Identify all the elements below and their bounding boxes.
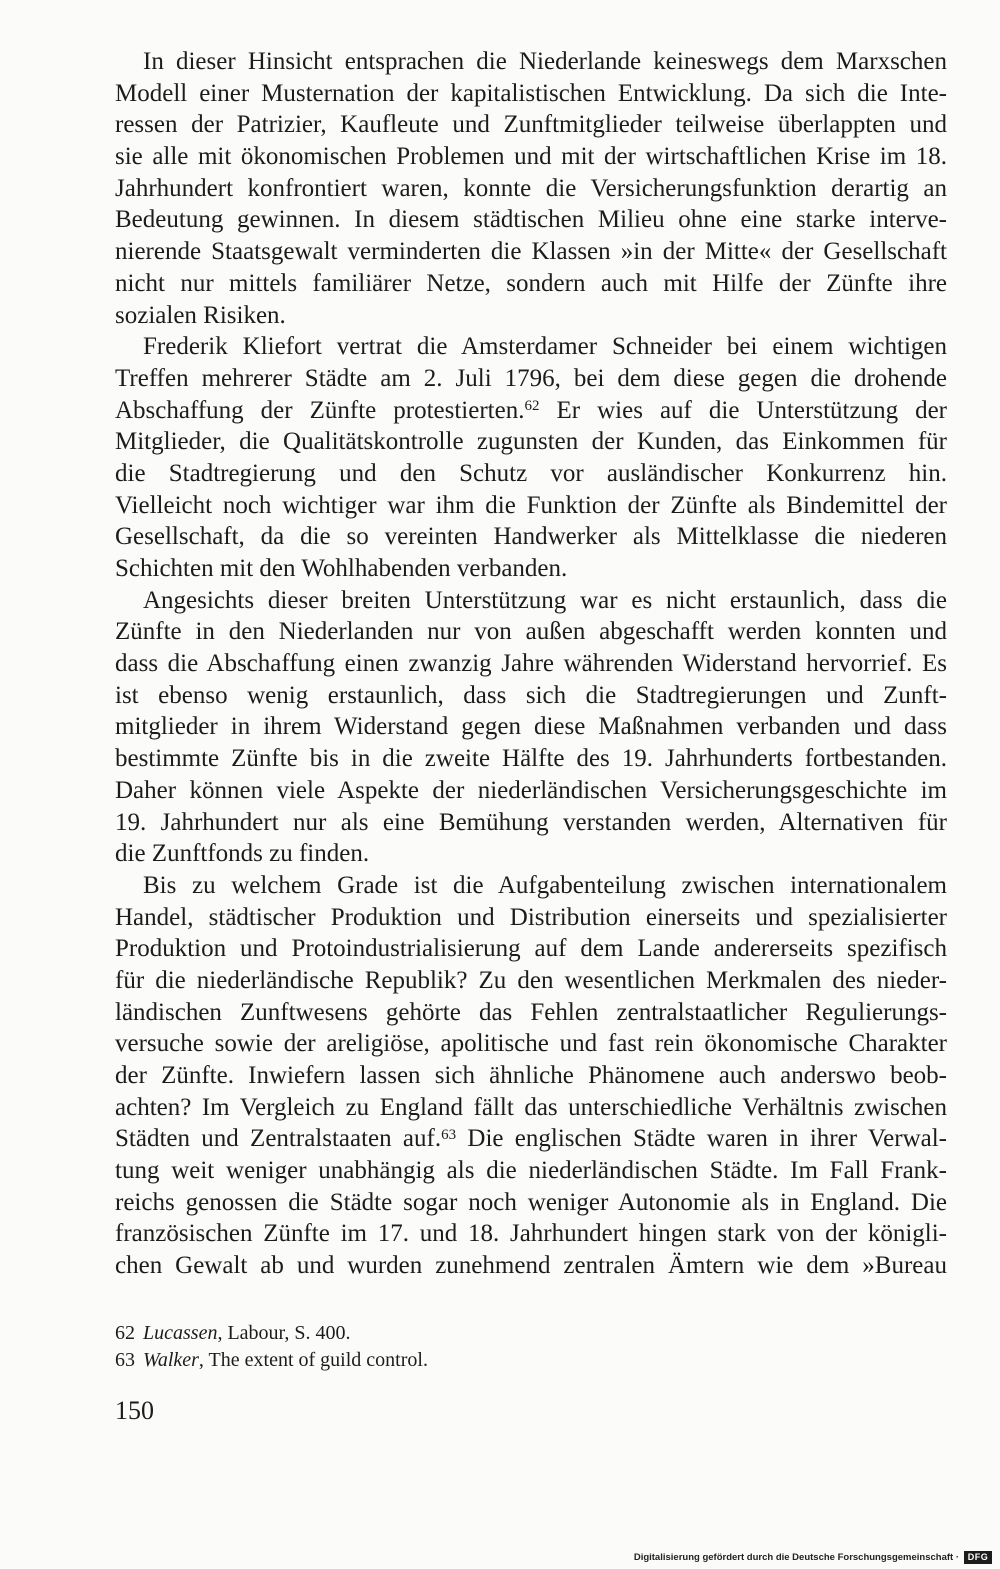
- text-line: Vielleicht noch wichtiger war ihm die Funktion der Zünfte als Bindemittel der: [115, 491, 947, 519]
- paragraph: [115, 331, 947, 585]
- text-line: ländischen Zunftwesens gehörte das Fehlen zentralstaatlicher Regulierungs-: [115, 998, 947, 1026]
- text-line: Daher können viele Aspekte der niederländischen Versicherungsgeschichte im: [115, 776, 947, 804]
- text-line: Schichten mit den Wohlhabenden verbanden.: [115, 555, 568, 582]
- text-line: Handel, städtischer Produktion und Distribution einerseits und spezialisierter: [115, 903, 947, 931]
- footnotes: [115, 1320, 947, 1374]
- footnote-text: , Labour, S. 400.: [217, 1322, 351, 1344]
- text-line: reichs genossen die Städte sogar noch weniger Autonomie als in England. Die: [115, 1188, 947, 1216]
- footnote-number: 63: [115, 1349, 135, 1371]
- text-line: versuche sowie der areligiöse, apolitische und fast rein ökonomische Charakter: [115, 1030, 947, 1058]
- text-line: nicht nur mittels familiärer Netze, sondern auch mit Hilfe der Zünfte ihre: [115, 269, 947, 297]
- text-line: ressen der Patrizier, Kaufleute und Zunftmitglieder teilweise überlappten und: [115, 111, 947, 139]
- text-line: dass die Abschaffung einen zwanzig Jahre währenden Widerstand hervorrief. Es: [115, 650, 947, 678]
- footnote-text: , The extent of guild control.: [198, 1349, 428, 1371]
- text-line: Mitglieder, die Qualitätskontrolle zugunsten der Kunden, das Einkommen für: [115, 428, 947, 456]
- footnote-author: Lucassen: [143, 1322, 218, 1344]
- text-line: der Zünfte. Inwiefern lassen sich ähnliche Phänomene auch anderswo beob-: [115, 1062, 947, 1089]
- text-line: Angesichts dieser breiten Unterstützung war es nicht erstaunlich, dass die: [143, 586, 947, 614]
- text-line: chen Gewalt ab und wurden zunehmend zentralen Ämtern wie dem »Bureau: [115, 1252, 947, 1280]
- footnote-reference: 63: [441, 1126, 457, 1143]
- text-line: Bedeutung gewinnen. In diesem städtischen Milieu ohne eine starke interve-: [115, 206, 947, 234]
- page-number: 150: [115, 1396, 154, 1425]
- text-line: 19. Jahrhundert nur als eine Bemühung verstanden werden, Alternativen für: [115, 808, 947, 836]
- footnote: [115, 1347, 947, 1374]
- digitization-credit: [634, 1549, 992, 1565]
- text-line: die Zunftfonds zu finden.: [115, 840, 370, 868]
- text-line: sie alle mit ökonomischen Problemen und mit der wirtschaftlichen Krise im 18.: [115, 143, 947, 171]
- text-segment: Städten und Zentralstaaten auf.: [115, 1125, 442, 1153]
- text-line: Zünfte in den Niederlanden nur von außen abgeschafft werden konnten und: [115, 618, 947, 646]
- text-line: bestimmte Zünfte bis in die zweite Hälfte des 19. Jahrhunderts fortbestanden.: [115, 745, 947, 773]
- credit-text: Digitalisierung gefördert durch die Deutsche Forschungsgemeinschaft ·: [633, 1551, 959, 1563]
- text-line: achten? Im Vergleich zu England fällt das unterschiedliche Verhältnis zwischen: [115, 1093, 947, 1121]
- text-line: die Stadtregierung und den Schutz vor ausländischer Konkurrenz hin.: [115, 459, 947, 487]
- paragraph: [115, 46, 947, 331]
- dfg-logo: DFG: [964, 1551, 992, 1564]
- text-line: Modell einer Musternation der kapitalistischen Entwicklung. Da sich die Inte-: [115, 79, 947, 107]
- text-line: Jahrhundert konfrontiert waren, konnte die Versicherungsfunktion derartig an: [115, 174, 947, 202]
- text-line: nierende Staatsgewalt verminderten die Klassen »in der Mitte« der Gesellschaft: [115, 238, 947, 266]
- text-line: mitglieder in ihrem Widerstand gegen diese Maßnahmen verbanden und dass: [115, 713, 947, 741]
- text-line: sozialen Risiken.: [115, 301, 286, 329]
- footnote: [115, 1320, 947, 1347]
- text-line: In dieser Hinsicht entsprachen die Niederlande keineswegs dem Marxschen: [143, 48, 947, 75]
- text-line: Bis zu welchem Grade ist die Aufgabenteilung zwischen internationalem: [143, 871, 947, 899]
- text-segment: Er wies auf die Unterstützung der: [539, 396, 948, 424]
- text-line: für die niederländische Republik? Zu den wesentlichen Merkmalen des nieder-: [115, 966, 947, 994]
- text-line: französischen Zünfte im 17. und 18. Jahrhundert hingen stark von der königli-: [115, 1220, 947, 1248]
- text-line: ist ebenso wenig erstaunlich, dass sich die Stadtregierungen und Zunft-: [115, 681, 947, 709]
- footnote-reference: 62: [524, 398, 540, 415]
- text-segment: Die englischen Städte waren in ihrer Verwal-: [456, 1125, 947, 1153]
- body-text: [115, 46, 947, 1282]
- text-line: Gesellschaft, da die so vereinten Handwerker als Mittelklasse die niederen: [115, 523, 947, 551]
- text-line: Treffen mehrerer Städte am 2. Juli 1796, bei dem diese gegen die drohende: [115, 364, 947, 392]
- text-line: Frederik Kliefort vertrat die Amsterdamer Schneider bei einem wichtigen: [143, 333, 947, 361]
- text-line: Produktion und Protoindustrialisierung auf dem Lande andererseits spezifisch: [115, 935, 947, 963]
- text-line: tung weit weniger unabhängig als die niederländischen Städte. Im Fall Frank-: [115, 1157, 947, 1185]
- text-line: [115, 395, 947, 427]
- footnote-author: Walker: [143, 1349, 199, 1371]
- paragraph: [115, 585, 947, 870]
- text-line: [115, 1123, 947, 1155]
- text-segment: Abschaffung der Zünfte protestierten.: [115, 396, 525, 424]
- paragraph: [115, 870, 947, 1282]
- footnote-number: 62: [115, 1322, 135, 1344]
